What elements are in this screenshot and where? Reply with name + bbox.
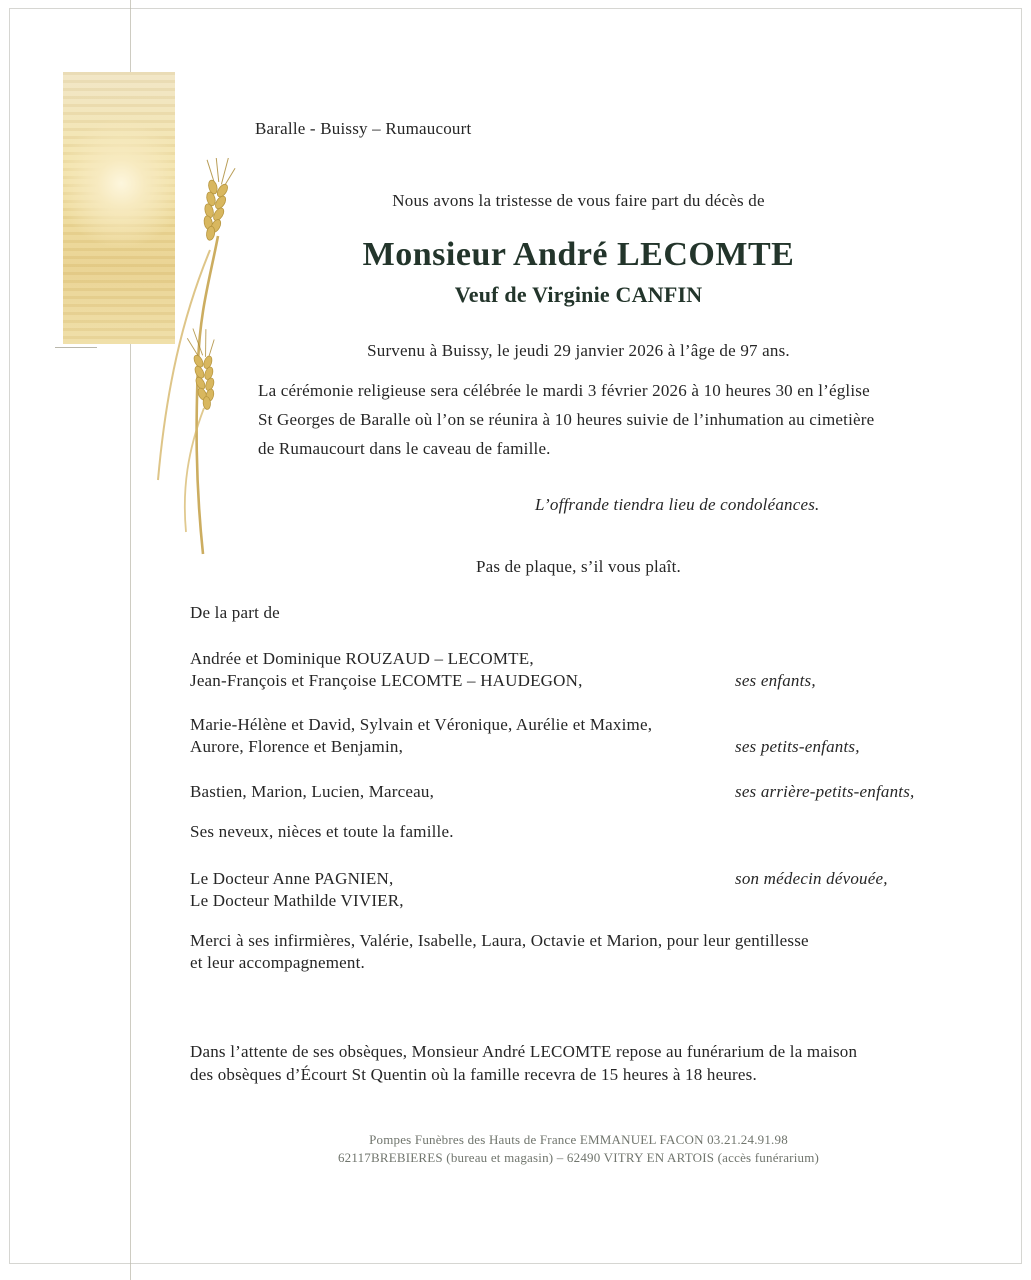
family-name-line: Jean-François et Françoise LECOMTE – HAUDEGON, [190,671,583,690]
family-group-children [190,648,750,692]
ceremony-paragraph [258,376,958,463]
thanks-line: et leur accompagnement. [190,953,365,972]
repose-line: des obsèques d’Écourt St Quentin où la famille recevra de 15 heures à 18 heures. [190,1065,757,1084]
relation-label-doctor: son médecin dévouée, [735,869,888,888]
relation-label-greatgrandchildren: ses arrière-petits-enfants, [735,782,915,801]
relation-label-grandchildren: ses petits-enfants, [735,737,860,756]
family-name-line: Le Docteur Anne PAGNIEN, [190,869,394,888]
repose-line: Dans l’attente de ses obsèques, Monsieur André LECOMTE repose au funérarium de la maison [190,1042,858,1061]
deceased-name: Monsieur André LECOMTE [362,236,795,273]
footer-line: Pompes Funèbres des Hauts de France EMMANUEL FACON 03.21.24.91.98 [369,1132,788,1147]
widower-line: Veuf de Virginie CANFIN [454,282,703,307]
thanks-paragraph [190,930,920,974]
family-name-line: Andrée et Dominique ROUZAUD – LECOMTE, [190,649,534,668]
ceremony-line: La cérémonie religieuse sera célébrée le mardi 3 février 2026 à 10 heures 30 en l’église [258,381,870,400]
thanks-line: Merci à ses infirmières, Valérie, Isabelle, Laura, Octavie et Marion, pour leur gentillesse [190,931,809,950]
relation-label-children: ses enfants, [735,671,816,690]
family-name-line: Bastien, Marion, Lucien, Marceau, [190,782,435,801]
intro-line: Nous avons la tristesse de vous faire part du décès de [392,191,765,210]
family-group-grandchildren [190,714,750,758]
from-line: De la part de [190,603,280,622]
communes-line: Baralle - Buissy – Rumaucourt [255,119,472,138]
ceremony-line: de Rumaucourt dans le caveau de famille. [258,439,551,458]
family-name-line: Le Docteur Mathilde VIVIER, [190,891,404,910]
family-group-greatgrandchildren [190,781,750,803]
footer-line: 62117BREBIERES (bureau et magasin) – 62490 VITRY EN ARTOIS (accès funérarium) [337,1150,820,1165]
family-name-line: Ses neveux, nièces et toute la famille. [190,822,454,841]
offering-line: L’offrande tiendra lieu de condoléances. [535,495,820,514]
family-name-line: Aurore, Florence et Benjamin, [190,737,404,756]
scan-mark [55,347,97,348]
death-line: Survenu à Buissy, le jeudi 29 janvier 2026 à l’âge de 97 ans. [367,341,790,360]
family-name-line: Marie-Hélène et David, Sylvain et Véronique, Aurélie et Maxime, [190,715,653,734]
funeral-home-footer [126,1131,1031,1167]
plaque-line: Pas de plaque, s’il vous plaît. [476,557,681,576]
repose-paragraph [190,1040,950,1086]
family-group-doctors [190,868,750,912]
ceremony-line: St Georges de Baralle où l’on se réunira à 10 heures suivie de l’inhumation au cimetière [258,410,875,429]
family-group-relatives [190,821,750,843]
